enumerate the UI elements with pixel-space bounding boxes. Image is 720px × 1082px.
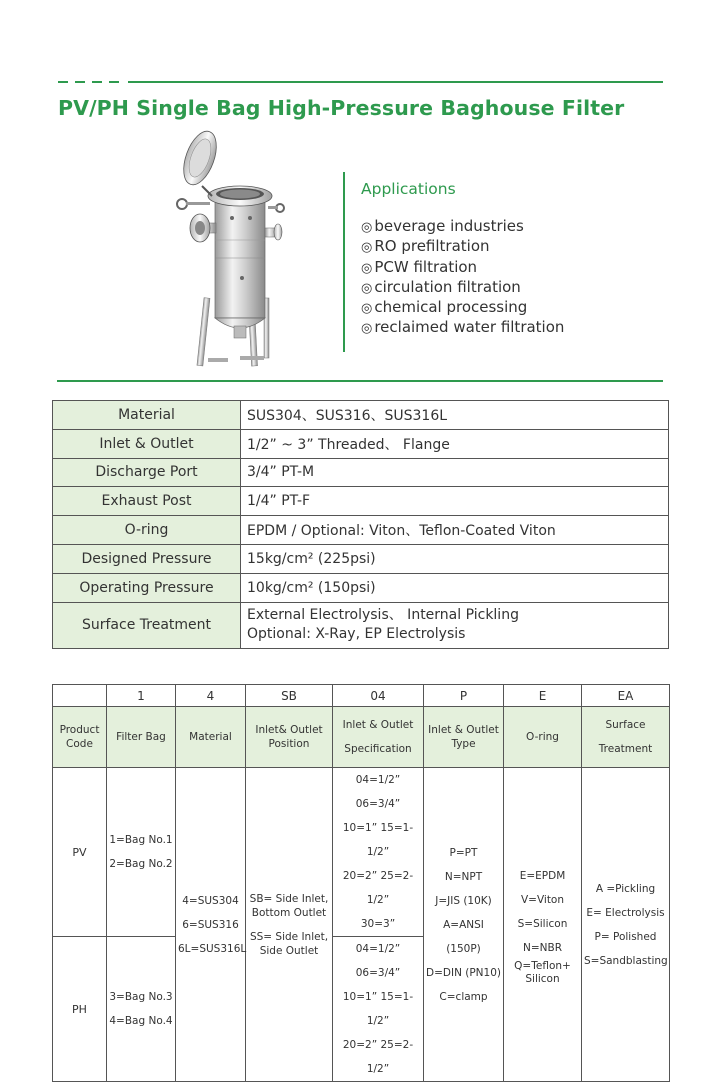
- surface-cell: A =Pickling E= Electrolysis P= Polished S=Sandblasting: [582, 768, 670, 1082]
- header-cell: Inlet & Outlet Specification: [333, 707, 424, 768]
- code-cell: E: [504, 685, 582, 707]
- table-row: [53, 602, 669, 648]
- spec-value: External Electrolysis、 Internal Pickling Optional: X-Ray, EP Electrolysis: [241, 602, 669, 648]
- code-cell: P: [424, 685, 504, 707]
- spec-label: Inlet & Outlet: [53, 429, 241, 458]
- code-cell-empty: [53, 685, 107, 707]
- code-cell: 4: [176, 685, 246, 707]
- list-item: ◎ RO prefiltration: [361, 237, 490, 256]
- spec-value: 1/4” PT-F: [241, 487, 669, 516]
- code-cell: 04: [333, 685, 424, 707]
- applications-heading: Applications: [361, 180, 456, 198]
- section-divider: [57, 380, 663, 382]
- spec-label: Exhaust Post: [53, 487, 241, 516]
- spec-cell: 04=1/2” 06=3/4” 10=1” 15=1-1/2” 20=2” 25=2-1/2”: [333, 937, 424, 1082]
- product-code-pv: PV: [53, 768, 107, 937]
- circle-bullet-icon: ◎: [361, 260, 373, 276]
- code-cell: 1: [107, 685, 176, 707]
- table-row: [53, 544, 669, 573]
- applications-panel: [361, 180, 564, 339]
- type-cell: P=PT N=NPT J=JIS (10K) A=ANSI (150P) D=DIN (PN10) C=clamp: [424, 768, 504, 1082]
- header-cell: Surface Treatment: [582, 707, 670, 768]
- header-cell: Inlet & Outlet Type: [424, 707, 504, 768]
- code-cell: SB: [246, 685, 333, 707]
- table-row: [53, 429, 669, 458]
- code-cell: EA: [582, 685, 670, 707]
- applications-divider: [343, 172, 345, 352]
- header-cell: Inlet& Outlet Position: [246, 707, 333, 768]
- spec-label: Operating Pressure: [53, 573, 241, 602]
- page-title: PV/PH Single Bag High-Pressure Baghouse Filter: [58, 96, 625, 120]
- table-row: [53, 487, 669, 516]
- spec-value: 3/4” PT-M: [241, 458, 669, 487]
- list-item: ◎ chemical processing: [361, 298, 528, 317]
- table-row: [53, 573, 669, 602]
- header-cell: Filter Bag: [107, 707, 176, 768]
- spec-value: 15kg/cm² (225psi): [241, 544, 669, 573]
- spec-value: EPDM / Optional: Viton、Teflon-Coated Viton: [241, 516, 669, 545]
- circle-bullet-icon: ◎: [361, 220, 373, 235]
- specification-table: [52, 400, 669, 649]
- circle-bullet-icon: ◎: [361, 280, 373, 296]
- material-cell: 4=SUS304 6=SUS316 6L=SUS316L: [176, 768, 246, 1082]
- filter-bag-cell: 3=Bag No.3 4=Bag No.4: [107, 937, 176, 1082]
- spec-label: O-ring: [53, 516, 241, 545]
- table-row: [53, 401, 669, 430]
- spec-label: Material: [53, 401, 241, 430]
- table-row: [53, 685, 670, 707]
- list-item: ◎ reclaimed water filtration: [361, 318, 565, 337]
- circle-bullet-icon: ◎: [361, 301, 373, 317]
- circle-bullet-icon: ◎: [361, 321, 373, 337]
- ordering-code-table: [52, 684, 670, 1082]
- list-item: ◎ beverage industries: [361, 217, 524, 235]
- filter-housing-illustration: [160, 128, 300, 378]
- list-item: ◎ circulation filtration: [361, 277, 521, 296]
- top-divider: [58, 81, 663, 83]
- table-row: [53, 768, 670, 937]
- applications-list: [361, 217, 564, 339]
- header-cell: Material: [176, 707, 246, 768]
- spec-value: 1/2” ~ 3” Threaded、 Flange: [241, 429, 669, 458]
- spec-label: Designed Pressure: [53, 544, 241, 573]
- list-item: ◎ PCW filtration: [361, 257, 478, 276]
- circle-bullet-icon: ◎: [361, 240, 373, 256]
- table-row: [53, 458, 669, 487]
- table-row: [53, 516, 669, 545]
- spec-cell: 04=1/2” 06=3/4” 10=1” 15=1-1/2” 20=2” 25=2-1/2” 30=3”: [333, 768, 424, 937]
- product-code-ph: PH: [53, 937, 107, 1082]
- header-cell: O-ring: [504, 707, 582, 768]
- position-cell: SB= Side Inlet, Bottom Outlet SS= Side Inlet, Side Outlet: [246, 768, 333, 1082]
- oring-cell: E=EPDM V=Viton S=Silicon N=NBR Q=Teflon+ Silicon: [504, 768, 582, 1082]
- spec-value: SUS304、SUS316、SUS316L: [241, 401, 669, 430]
- table-row: [53, 707, 670, 768]
- spec-label: Surface Treatment: [53, 602, 241, 648]
- filter-bag-cell: 1=Bag No.1 2=Bag No.2: [107, 768, 176, 937]
- spec-label: Discharge Port: [53, 458, 241, 487]
- spec-value: 10kg/cm² (150psi): [241, 573, 669, 602]
- header-cell: Product Code: [53, 707, 107, 768]
